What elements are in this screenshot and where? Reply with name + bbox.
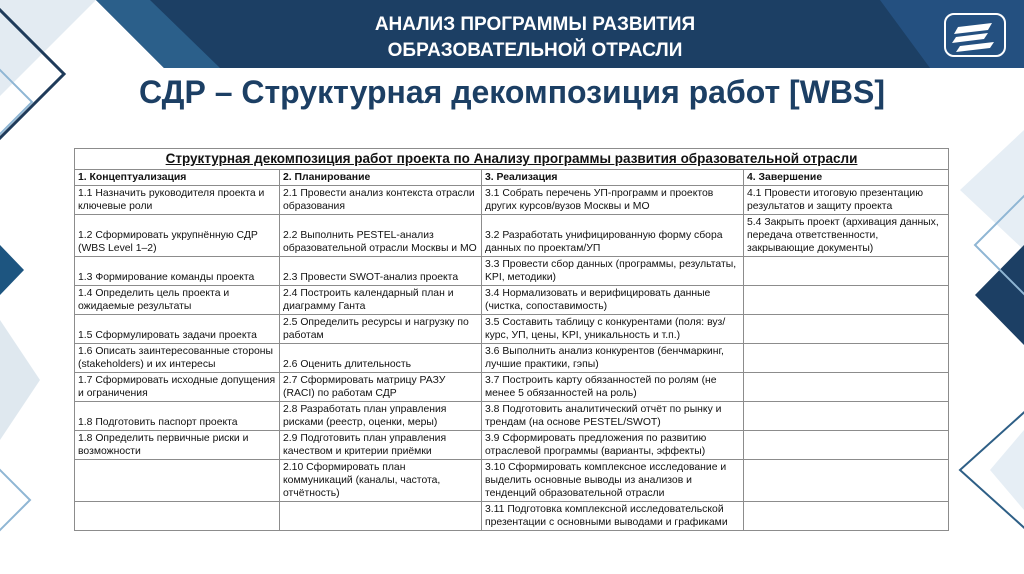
right-bottom-shape: [990, 430, 1024, 510]
table-row: [75, 373, 949, 402]
column-header: 4. Завершение: [744, 170, 949, 186]
column-header: 2. Планирование: [280, 170, 482, 186]
table-cell: 2.8 Разработать план управления рисками (реестр, оценки, меры): [280, 402, 482, 431]
header-title: [300, 12, 770, 64]
table-caption: Структурная декомпозиция работ проекта по Анализу программы развития образовательной отрасли: [75, 149, 949, 170]
table-cell: 3.9 Сформировать предложения по развитию отраслевой программы (варианты, эффекты): [482, 431, 744, 460]
table-row: [75, 215, 949, 257]
table-cell: 5.4 Закрыть проект (архивация данных, передача ответственности, закрывающие документы): [744, 215, 949, 257]
table-cell: [280, 502, 482, 531]
wbs-table: [74, 148, 949, 531]
table-row: [75, 344, 949, 373]
table-row: [75, 186, 949, 215]
table-cell: 2.9 Подготовить план управления качеством и критерии приёмки: [280, 431, 482, 460]
table-cell: 3.6 Выполнить анализ конкурентов (бенчмаркинг, лучшие практики, гэпы): [482, 344, 744, 373]
table-cell: 3.1 Собрать перечень УП-программ и проектов других курсов/вузов Москвы и МО: [482, 186, 744, 215]
table-cell: 3.10 Сформировать комплексное исследование и выделить основные выводы из анализов и тенденций образовательной отрасли: [482, 460, 744, 502]
table-row: [75, 257, 949, 286]
table-cell: 2.3 Провести SWOT-анализ проекта: [280, 257, 482, 286]
table-cell: 3.5 Составить таблицу с конкурентами (поля: вуз/курс, УП, цены, KPI, уникальность и т.п.): [482, 315, 744, 344]
table-cell: 1.2 Сформировать укрупнённую СДР (WBS Level 1–2): [75, 215, 280, 257]
table-row: [75, 286, 949, 315]
right-dark-arrow: [975, 245, 1024, 345]
logo-icon: [944, 13, 1006, 57]
table-cell: [75, 502, 280, 531]
left-lower-shape: [0, 320, 40, 440]
table-row: [75, 460, 949, 502]
table-cell: 3.8 Подготовить аналитический отчёт по рынку и трендам (на основе PESTEL/SWOT): [482, 402, 744, 431]
table-cell: 1.8 Определить первичные риски и возможности: [75, 431, 280, 460]
table-cell: 2.7 Сформировать матрицу РАЗУ (RACI) по работам СДР: [280, 373, 482, 402]
table-cell: [744, 286, 949, 315]
table-cell: 1.5 Сформулировать задачи проекта: [75, 315, 280, 344]
table-cell: [744, 431, 949, 460]
table-cell: 1.1 Назначить руководителя проекта и ключевые роли: [75, 186, 280, 215]
table-cell: 3.2 Разработать унифицированную форму сбора данных по проектам/УП: [482, 215, 744, 257]
table-cell: 1.7 Сформировать исходные допущения и ограничения: [75, 373, 280, 402]
table-header-row: [75, 170, 949, 186]
table-cell: [744, 460, 949, 502]
table-cell: 2.5 Определить ресурсы и нагрузку по работам: [280, 315, 482, 344]
table-cell: [744, 257, 949, 286]
table-cell: [744, 402, 949, 431]
table-row: [75, 431, 949, 460]
table-cell: [744, 502, 949, 531]
table-cell: 1.8 Подготовить паспорт проекта: [75, 402, 280, 431]
table-cell: 2.6 Оценить длительность: [280, 344, 482, 373]
table-cell: 3.11 Подготовка комплексной исследовательской презентации с основными выводами и графиками: [482, 502, 744, 531]
table-cell: 2.2 Выполнить PESTEL-анализ образовательной отрасли Москвы и МО: [280, 215, 482, 257]
table-cell: [744, 373, 949, 402]
table-cell: 1.4 Определить цель проекта и ожидаемые результаты: [75, 286, 280, 315]
table-cell: [744, 344, 949, 373]
chevron-line-left-bottom: [0, 430, 30, 570]
table-row: [75, 502, 949, 531]
table-cell: 3.7 Построить карту обязанностей по ролям (не менее 5 обязанностей на роль): [482, 373, 744, 402]
table-cell: 1.6 Описать заинтересованные стороны (stakeholders) и их интересы: [75, 344, 280, 373]
table-cell: [75, 460, 280, 502]
table-cell: [744, 315, 949, 344]
header-title-line-2: ОБРАЗОВАТЕЛЬНОЙ ОТРАСЛИ: [387, 40, 683, 61]
column-header: 3. Реализация: [482, 170, 744, 186]
table-cell: 3.4 Нормализовать и верифицировать данные (чистка, сопоставимость): [482, 286, 744, 315]
table-cell: 4.1 Провести итоговую презентацию результатов и защиту проекта: [744, 186, 949, 215]
left-arrow-shape: [0, 245, 24, 295]
table-row: [75, 315, 949, 344]
table-cell: 3.3 Провести сбор данных (программы, результаты, KPI, методики): [482, 257, 744, 286]
table-cell: 2.10 Сформировать план коммуникаций (каналы, частота, отчётность): [280, 460, 482, 502]
right-upper-shape: [960, 130, 1024, 250]
table-row: [75, 402, 949, 431]
table-cell: 1.3 Формирование команды проекта: [75, 257, 280, 286]
table-cell: 2.4 Построить календарный план и диаграмму Ганта: [280, 286, 482, 315]
header-title-line-1: АНАЛИЗ ПРОГРАММЫ РАЗВИТИЯ: [374, 14, 696, 35]
page-title: СДР – Структурная декомпозиция работ [WBS]: [138, 74, 886, 110]
table-cell: 2.1 Провести анализ контекста отрасли образования: [280, 186, 482, 215]
column-header: 1. Концептуализация: [75, 170, 280, 186]
